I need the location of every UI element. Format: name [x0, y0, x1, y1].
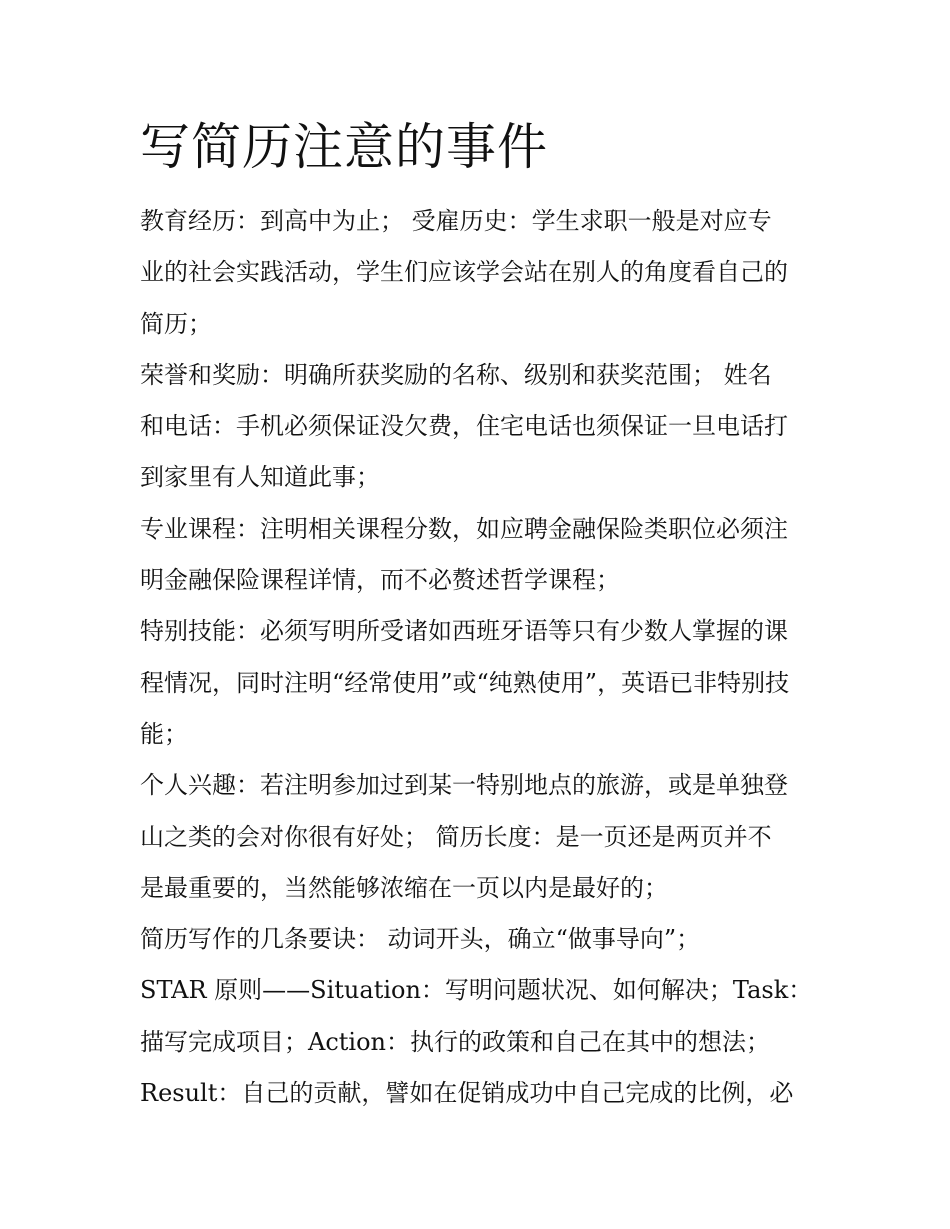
body-line: STAR 原则——Situation：写明问题状况、如何解决；Task：	[140, 976, 813, 1005]
body-line: 明金融保险课程详情，而不必赘述哲学课程；	[140, 566, 620, 595]
body-line: 和电话：手机必须保证没欠费，住宅电话也须保证一旦电话打	[140, 412, 788, 441]
body-line: 特别技能：必须写明所受诸如西班牙语等只有少数人掌握的课	[140, 617, 788, 646]
body-line: 是最重要的，当然能够浓缩在一页以内是最好的；	[140, 873, 668, 902]
body-line: 能；	[140, 719, 188, 748]
body-line: Result：自己的贡献，譬如在促销成功中自己完成的比例，必	[140, 1079, 794, 1108]
body-line: 程情况，同时注明“经常使用”或“纯熟使用”，英语已非特别技	[140, 668, 790, 697]
page-title: 写简历注意的事件	[140, 118, 548, 176]
body-line: 描写完成项目；Action：执行的政策和自己在其中的想法；	[140, 1027, 770, 1056]
body-line: 简历写作的几条要诀： 动词开头，确立“做事导向”；	[140, 925, 701, 954]
body-line: 简历；	[140, 309, 212, 338]
body-line: 教育经历：到高中为止； 受雇历史：学生求职一般是对应专	[140, 207, 772, 235]
body-line: 个人兴趣：若注明参加过到某一特别地点的旅游，或是单独登	[140, 771, 788, 800]
body-line: 专业课程：注明相关课程分数，如应聘金融保险类职位必须注	[140, 514, 788, 543]
document-body	[140, 196, 830, 1119]
body-line: 到家里有人知道此事；	[140, 463, 380, 492]
body-line: 业的社会实践活动，学生们应该学会站在别人的角度看自己的	[140, 258, 788, 287]
body-line: 荣誉和奖励：明确所获奖励的名称、级别和获奖范围； 姓名	[140, 360, 772, 389]
body-line: 山之类的会对你很有好处； 简历长度：是一页还是两页并不	[140, 822, 772, 851]
